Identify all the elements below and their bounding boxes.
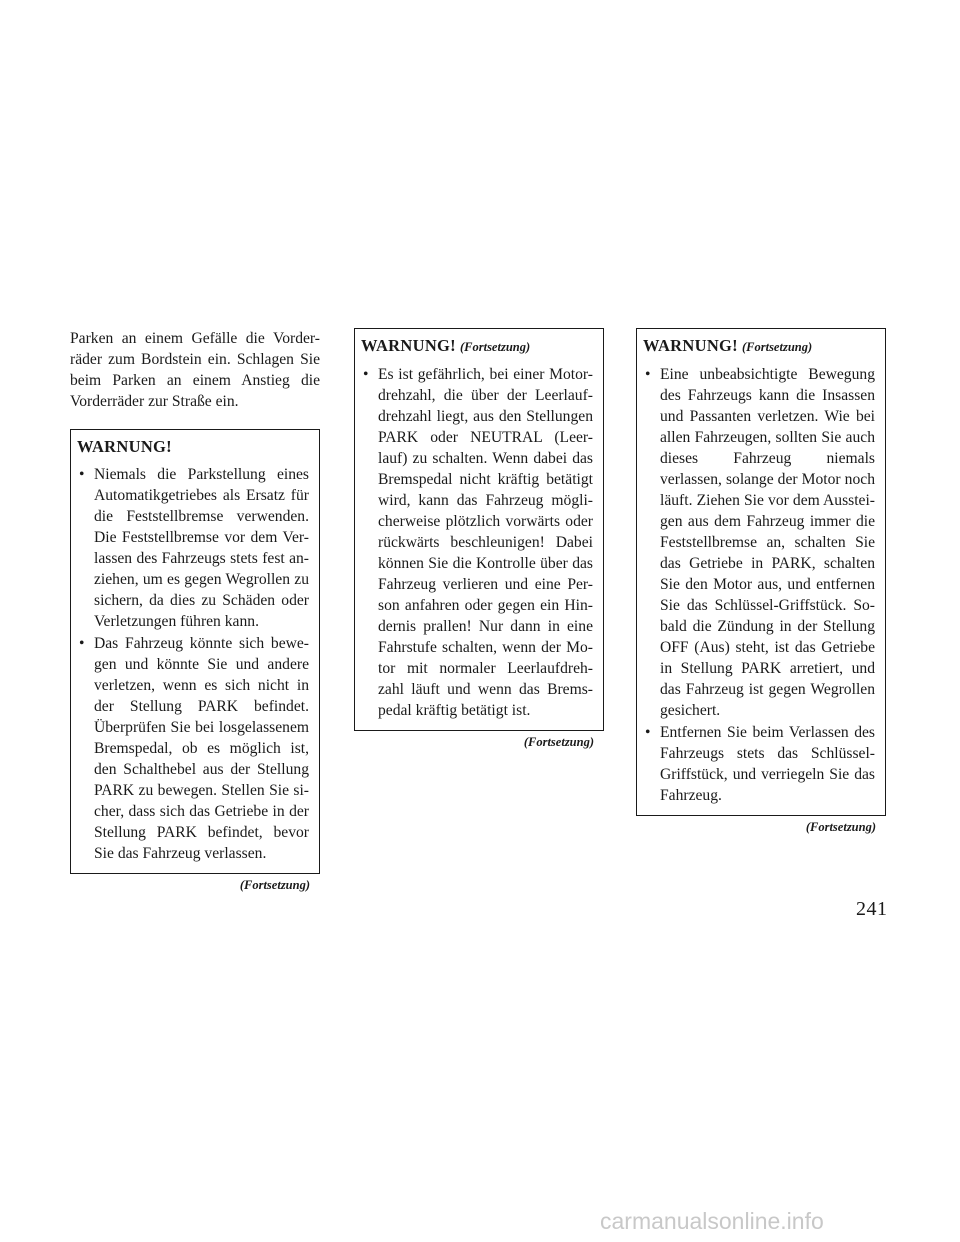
list-item-text: Das Fahrzeug könnte sich bewe- gen und könnte Sie und andere verletzen, wenn es sich nicht in der Stellung PARK befindet. Überprüfen Sie bei losgelassenem Bremspedal, ob es möglich ist, den Schalthebel aus der Stellung PARK zu bewegen. Stellen Sie si- cher, dass sich das Getriebe in der Stellung PARK befindet, bevor Sie das Fahrzeug verlassen.: [94, 635, 309, 862]
warning-continued-label: (Fortsetzung): [459, 340, 531, 354]
warning-list: [77, 464, 309, 864]
page-number: 241: [856, 898, 888, 920]
list-item: [643, 364, 875, 721]
bullet-icon: •: [363, 366, 369, 383]
bullet-icon: •: [79, 635, 85, 652]
list-item: [361, 364, 593, 721]
list-item-text: Eine unbeabsichtigte Bewegung des Fahrzeugs kann die Insassen und Passanten verletzen. Wie bei allen Fahrzeugen, sollten Sie auch dieses Fahrzeug niemals verlassen, solange der Motor noch läuft. Ziehen Sie vor dem Ausstei- gen aus dem Fahrzeug immer die Feststellbremse an, schalten Sie das Getriebe in PARK, schalten Sie den Motor aus, und entfernen Sie das Schlüssel-Griffstück. So- bald die Zündung in der Stellung OFF (Aus) steht, ist das Getriebe in Stellung PARK arretiert, und das Fahrzeug ist gegen Wegrollen gesichert.: [660, 366, 875, 719]
watermark: carmanualsonline.info: [600, 1208, 824, 1234]
bullet-icon: •: [645, 724, 651, 741]
warning-box: [70, 429, 320, 874]
warning-list: [643, 364, 875, 806]
warning-title: [361, 335, 593, 358]
list-item: [643, 722, 875, 806]
column-3: [636, 328, 886, 835]
continued-note: (Fortsetzung): [239, 878, 310, 892]
intro-paragraph: Parken an einem Gefälle die Vorder- räder zum Bordstein ein. Schlagen Sie beim Parken an einem Anstieg die Vorderräder zur Straße ein.: [70, 330, 320, 410]
bullet-icon: •: [79, 466, 85, 483]
list-item: [77, 464, 309, 632]
warning-title: [77, 436, 309, 458]
column-2: [354, 328, 604, 750]
warning-continued-label: (Fortsetzung): [741, 340, 813, 354]
warning-box: [636, 328, 886, 816]
continued-note: (Fortsetzung): [805, 820, 876, 834]
warning-title-text: WARNUNG!: [643, 336, 738, 355]
list-item-text: Entfernen Sie beim Verlassen des Fahrzeugs stets das Schlüssel- Griffstück, und verriegeln Sie das Fahrzeug.: [660, 724, 875, 804]
bullet-icon: •: [645, 366, 651, 383]
list-item-text: Es ist gefährlich, bei einer Motor- drehzahl, die über der Leerlauf- drehzahl liegt, aus den Stellungen PARK oder NEUTRAL (Leer- lauf) zu schalten. Wenn dabei das Bremspedal nicht kräftig betätigt wird, kann das Fahrzeug mögli- cherweise plötzlich vorwärts oder rückwärts beschleunigen! Dabei können Sie die Kontrolle über das Fahrzeug verlieren und eine Per- son anfahren oder gegen ein Hin- dernis prallen! Nur dann in eine Fahrstufe schalten, wenn der Mo- tor mit normaler Leerlaufdreh- zahl läuft und wenn das Brems- pedal kräftig betätigt ist.: [378, 366, 593, 719]
column-1: [70, 328, 320, 893]
warning-title-text: WARNUNG!: [77, 437, 172, 456]
list-item: [77, 633, 309, 864]
list-item-text: Niemals die Parkstellung eines Automatikgetriebes als Ersatz für die Feststellbremse verwenden. Die Feststellbremse vor dem Ver- lassen des Fahrzeugs stets fest an- ziehen, um es gegen Wegrollen zu sichern, da dies zu Schäden oder Verletzungen führen kann.: [94, 466, 309, 630]
warning-box: [354, 328, 604, 731]
warning-title: [643, 335, 875, 358]
warning-list: [361, 364, 593, 721]
warning-title-text: WARNUNG!: [361, 336, 456, 355]
continued-note: (Fortsetzung): [523, 735, 594, 749]
